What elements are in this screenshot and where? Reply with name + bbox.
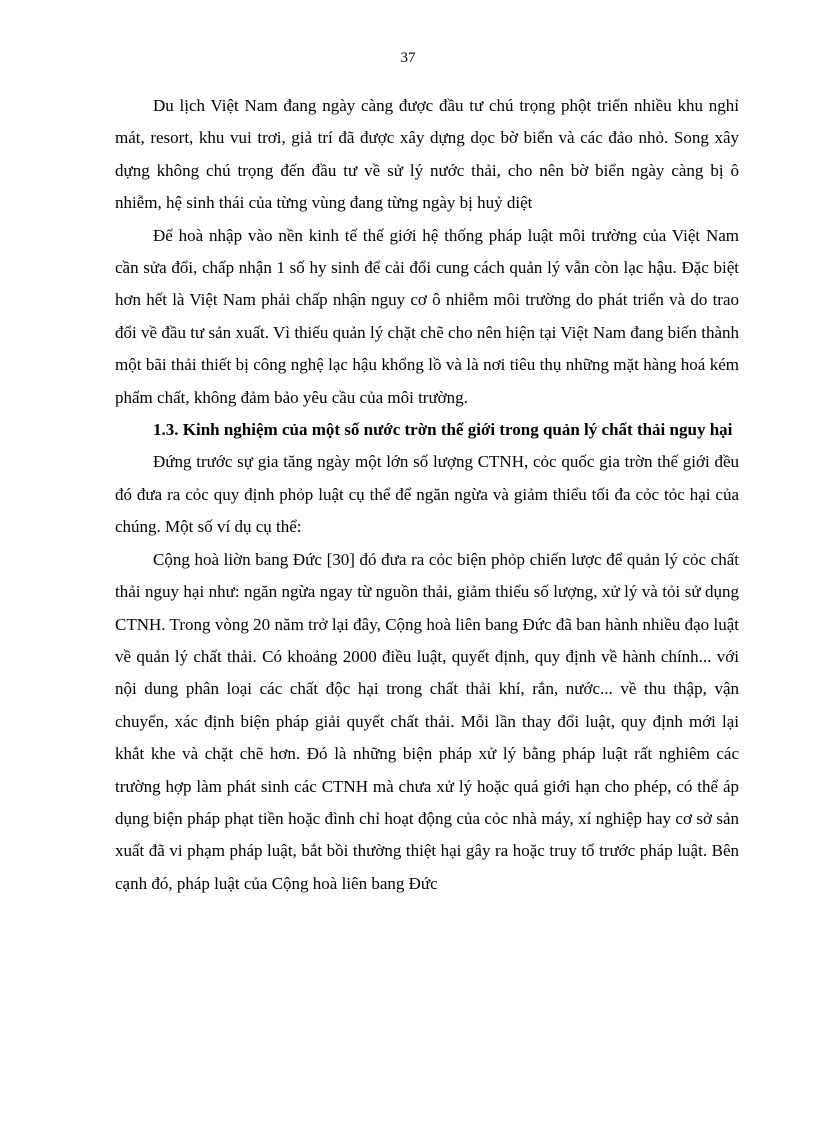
section-heading: 1.3. Kinh nghiệm của một số nước trờn thế giới trong quản lý chất thải nguy hại [153,420,733,440]
paragraph-germany: Cộng hoà liờn bang Đức [30] đó đưa ra cỏc biện phỏp chiến lược để quản lý cỏc chất thải nguy hại như: ngăn ngừa ngay từ nguồn thải, giảm thiểu số lượng, xử lý và tỏi sử dụng CTNH. Trong vòng 20 năm trở lại đây, Cộng hoà liên bang Đức đã ban hành nhiều đạo luật về quản lý chất thải. Có khoảng 2000 điều luật, quyết định, quy định về hành chính... với nội dung phân loại các chất độc hại trong chất thải khí, rắn, nước... về thu thập, vận chuyển, xác định biện pháp giải quyết chất thải. Mỗi lần thay đổi luật, quy định mới lại khắt khe và chặt chẽ hơn. Đó là những biện pháp xử lý bằng pháp luật rất nghiêm các trường hợp làm phát sinh các CTNH mà chưa xử lý hoặc quá giới hạn cho phép, có thể áp dụng biện pháp phạt tiền hoặc đình chỉ hoạt động của cỏc nhà máy, xí nghiệp hay cơ sở sản xuất đã vi phạm pháp luật, bắt bồi thường thiệt hại gây ra hoặc truy tố trước pháp luật. Bên cạnh đó, pháp luật của Cộng hoà liên bang Đức [115,549,739,893]
paragraph-legal-integration: Để hoà nhập vào nền kinh tế thế giới hệ thống pháp luật môi trường của Việt Nam cần sửa đổi, chấp nhận 1 số hy sinh để cải đổi cung cách quản lý vẫn còn lạc hậu. Đặc biệt hơn hết là Việt Nam phải chấp nhận nguy cơ ô nhiễm môi trường do phát triển và do trao đổi về đầu tư sản xuất. Vì thiếu quản lý chặt chẽ cho nên hiện tại Việt Nam đang biến thành một bãi thải thiết bị công nghệ lạc hậu khổng lồ và là nơi tiêu thụ những mặt hàng hoá kém phẩm chất, không đảm bảo yêu cầu của môi trường. [115,225,739,407]
paragraph-hazardous-waste-intro: Đứng trước sự gia tăng ngày một lớn số lượng CTNH, cỏc quốc gia trờn thế giới đều đó đưa ra cỏc quy định phỏp luật cụ thể để ngăn ngừa và giảm thiểu tối đa cỏc tỏc hại của chúng. Một số ví dụ cụ thể: [115,452,739,537]
page-content [115,90,739,900]
paragraph-tourism: Du lịch Việt Nam đang ngày càng được đầu tư chú trọng phột triển nhiều khu nghỉ mát, resort, khu vui trơi, giả trí đã được xây dựng dọc bờ biển và các đảo nhỏ. Song xây dựng không chú trọng đến đầu tư về sử lý nước thải, cho nên bờ biển ngày càng bị ô nhiễm, hệ sinh thái của từng vùng đang từng ngày bị huỷ diệt [115,96,739,213]
page-number: 37 [400,50,416,66]
